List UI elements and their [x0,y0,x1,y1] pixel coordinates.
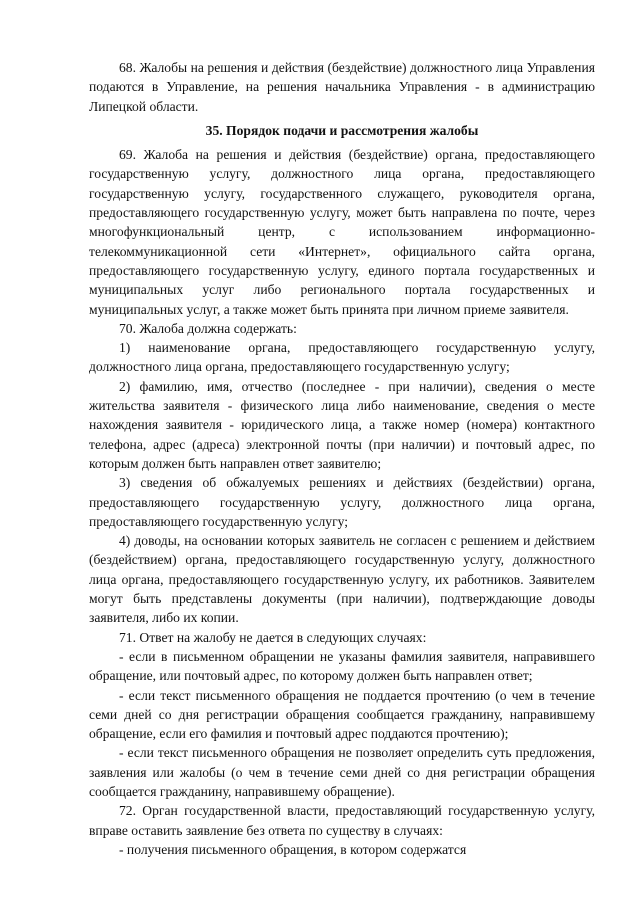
list-item-70-4: 4) доводы, на основании которых заявитель не согласен с решением и действием (бездействием) органа, предоставляющего государственную услугу, должностного лица органа, предоставляющего государственную услугу, их работников. Заявителем могут быть представлены документы (при наличии), подтверждающие доводы заявителя, либо их копии. [89,533,595,626]
paragraph-70: 70. Жалоба должна содержать: [119,320,297,336]
paragraph-69: 69. Жалоба на решения и действия (бездействие) органа, предоставляющего государственную услугу, должностного лица органа, предоставляющего государственную услугу, государственного служащего, руководителя органа, предоставляющего государственную услугу, может быть направлена по почте, через многофункциональный центр, с использованием информационно-телекоммуникационной сети «Интернет», официального сайта органа, предоставляющего государственную услугу, единого портала государственных и муниципальных услуг либо регионального портала государственных и муниципальных услуг, а также может быть принята при личном приеме заявителя. [89,147,595,317]
list-item-71-a: - если в письменном обращении не указаны фамилия заявителя, направившего обращение, или почтовый адрес, по которому должен быть направлен ответ; [89,648,595,684]
list-item-70-1: 1) наименование органа, предоставляющего государственную услугу, должностного лица органа, предоставляющего государственную услугу; [89,340,595,375]
list-item-71-c: - если текст письменного обращения не позволяет определить суть предложения, заявления или жалобы (о чем в течение семи дней со дня регистрации обращения сообщается гражданину, направившему обращение). [89,745,595,799]
paragraph-72: 72. Орган государственной власти, предоставляющий государственную услугу, вправе оставить заявление без ответа по существу в случаях: [89,803,595,838]
paragraph-68: 68. Жалобы на решения и действия (бездействие) должностного лица Управления подаются в Управление, на решения начальника Управления - в администрацию Липецкой области. [89,60,595,114]
section-heading: 35. Порядок подачи и рассмотрения жалобы [205,122,479,138]
list-item-71-b: - если текст письменного обращения не поддается прочтению (о чем в течение семи дней со дня регистрации обращения сообщается гражданину, направившему обращение, если его фамилия и почтовый адрес поддаются прочтению); [89,687,595,742]
paragraph-71: 71. Ответ на жалобу не дается в следующих случаях: [119,629,427,645]
list-item-70-2: 2) фамилию, имя, отчество (последнее - при наличии), сведения о месте жительства заявителя - физического лица либо наименование, сведения о месте нахождения заявителя - юридического лица, а также номер (номера) контактного телефона, адрес (адреса) электронной почты (при наличии) и почтовый адрес, по которым должен быть направлен ответ заявителю; [89,378,595,471]
list-item-70-3: 3) сведения об обжалуемых решениях и действиях (бездействии) органа, предоставляющего государственную услугу, должностного лица органа, предоставляющего государственную услугу; [89,475,595,529]
document-page [89,58,595,859]
list-item-72-a: - получения письменного обращения, в котором содержатся [119,841,467,857]
